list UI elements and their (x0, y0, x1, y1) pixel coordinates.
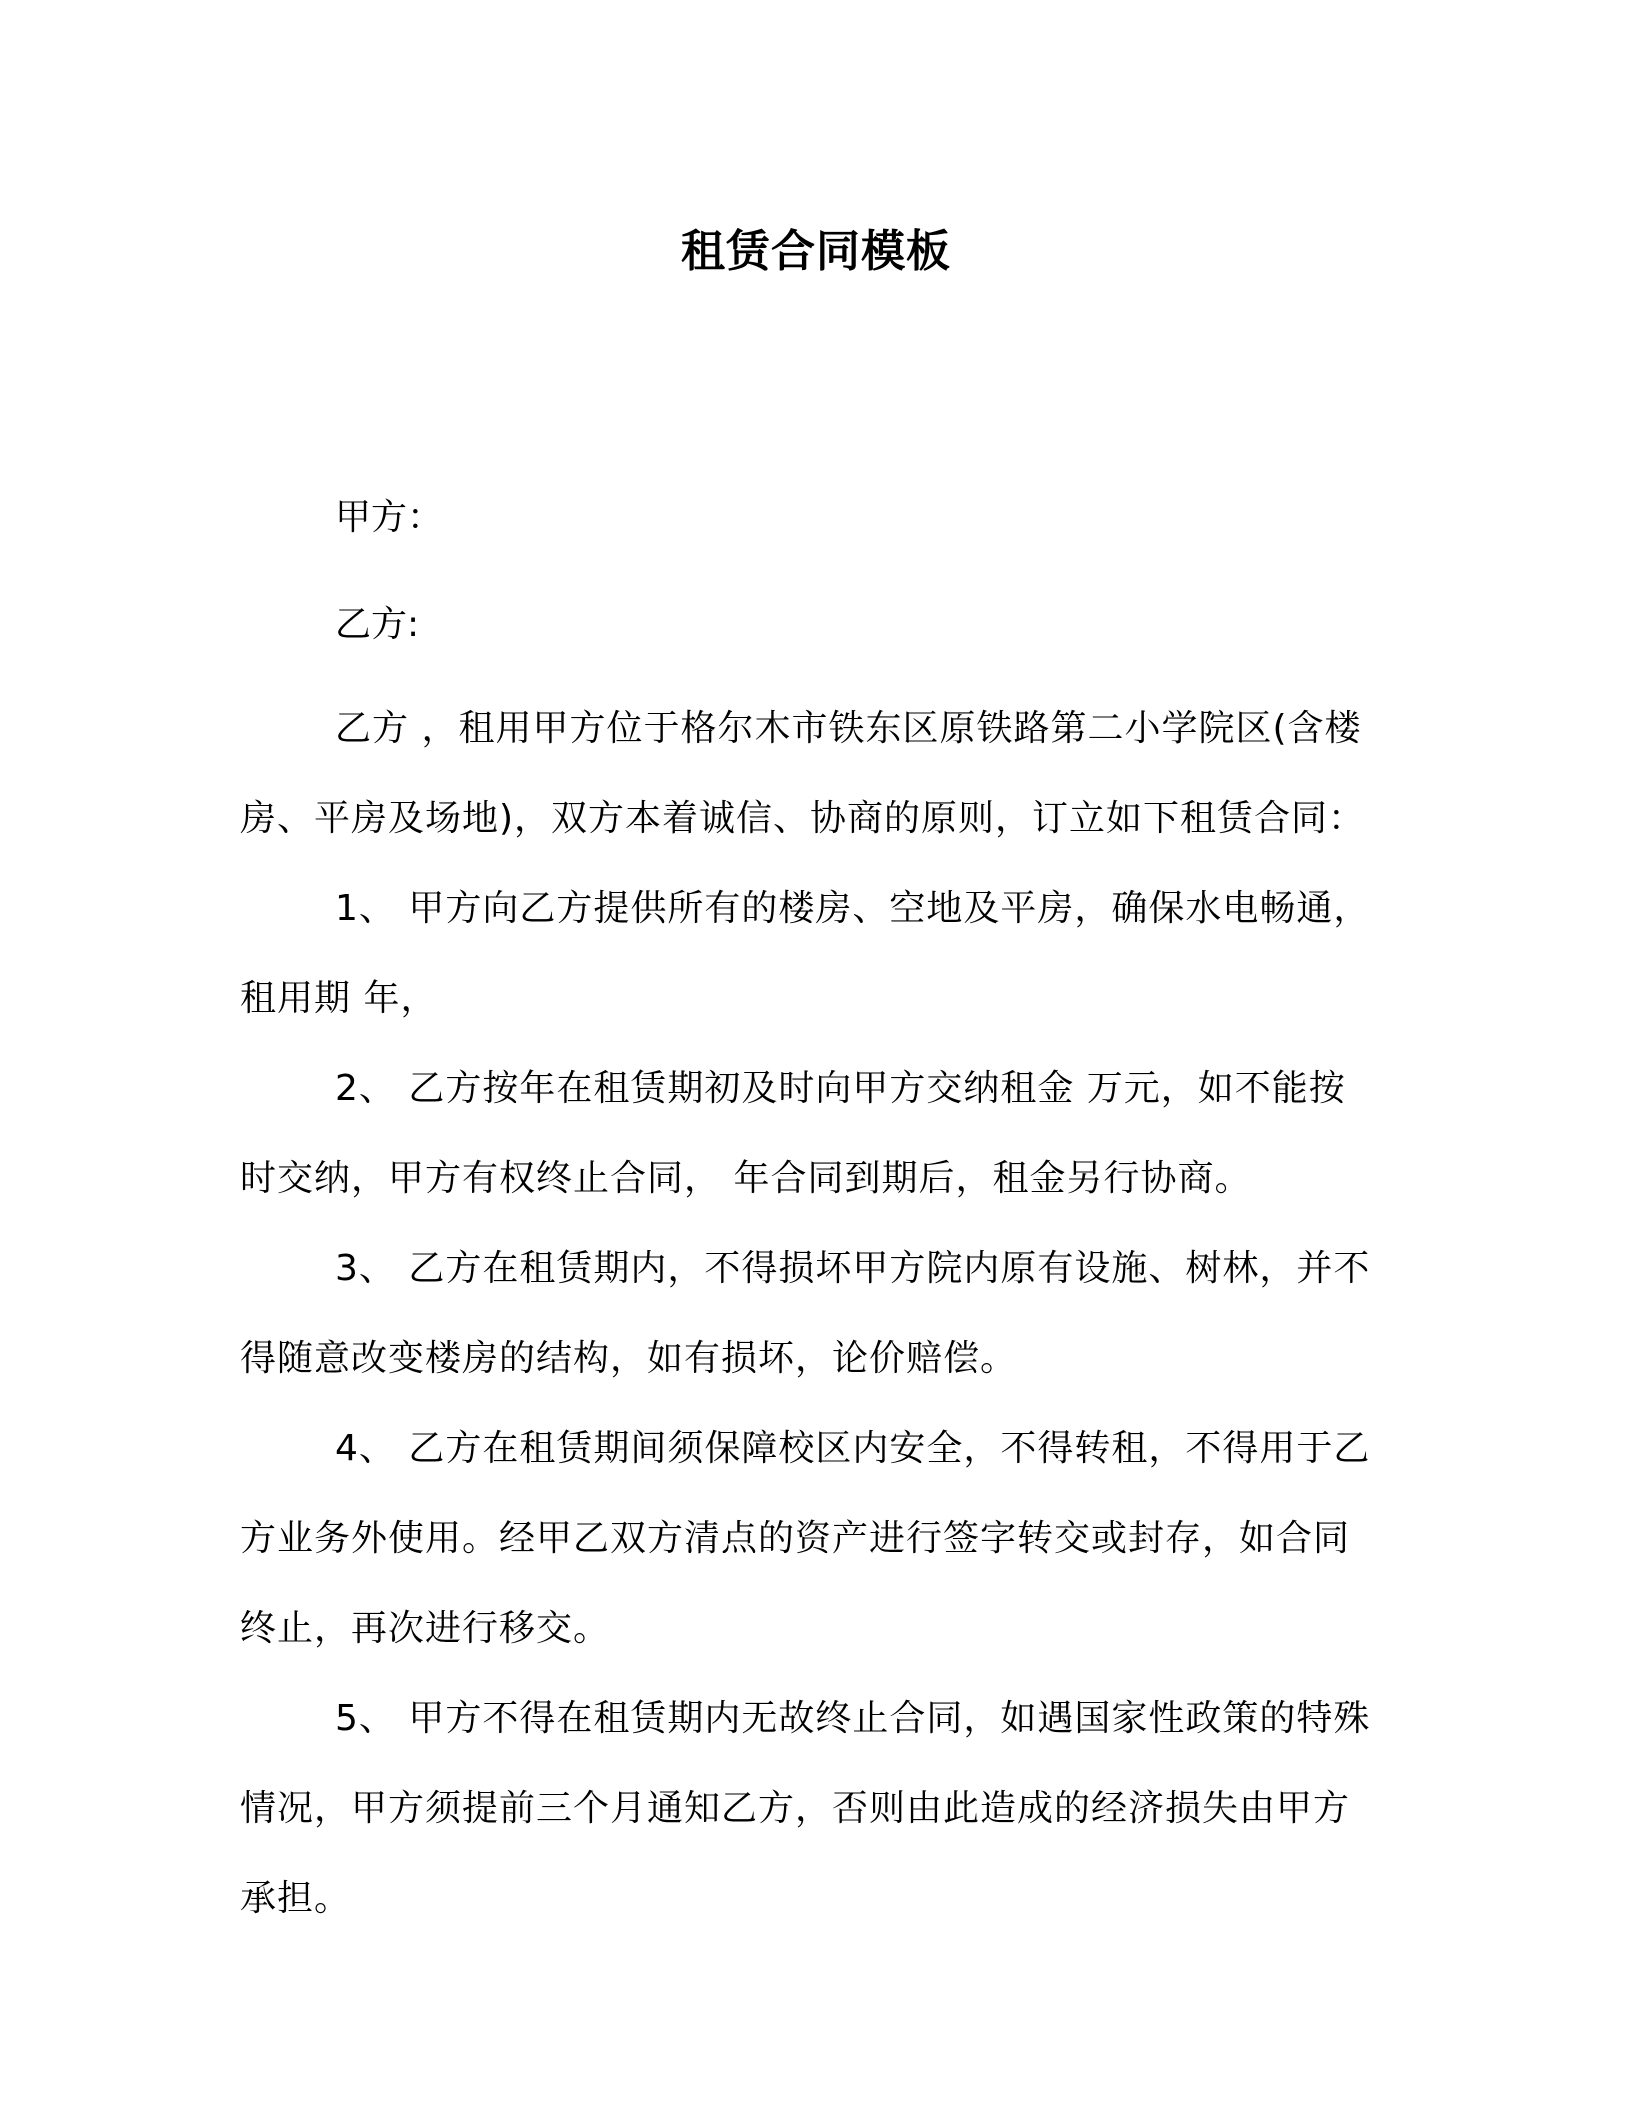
clause-2: 2、 乙方按年在租赁期初及时向甲方交纳租金 万元，如不能按时交纳，甲方有权终止合同， 年合同到期后，租金另行协商。 (240, 1068, 1346, 1199)
clause-5: 5、 甲方不得在租赁期内无故终止合同，如遇国家性政策的特殊情况，甲方须提前三个月通知乙方，否则由此造成的经济损失由甲方承担。 (240, 1698, 1371, 1919)
party-b-label: 乙方: (335, 604, 420, 645)
clause-4: 4、 乙方在租赁期间须保障校区内安全，不得转租，不得用于乙方业务外使用。经甲乙双方清点的资产进行签字转交或封存，如合同终止，再次进行移交。 (240, 1428, 1371, 1649)
clause-1: 1、 甲方向乙方提供所有的楼房、空地及平房，确保水电畅通，租用期 年， (240, 888, 1371, 1019)
party-a-label: 甲方： (335, 497, 444, 538)
intro-paragraph: 乙方 ，租用甲方位于格尔木市铁东区原铁路第二小学院区(含楼房、平房及场地)，双方本着诚信、协商的原则，订立如下租赁合同： (240, 708, 1366, 839)
clause-3: 3、 乙方在租赁期内，不得损坏甲方院内原有设施、树林，并不得随意改变楼房的结构，如有损坏，论价赔偿。 (240, 1248, 1371, 1379)
document-title: 租赁合同模板 (681, 226, 951, 277)
